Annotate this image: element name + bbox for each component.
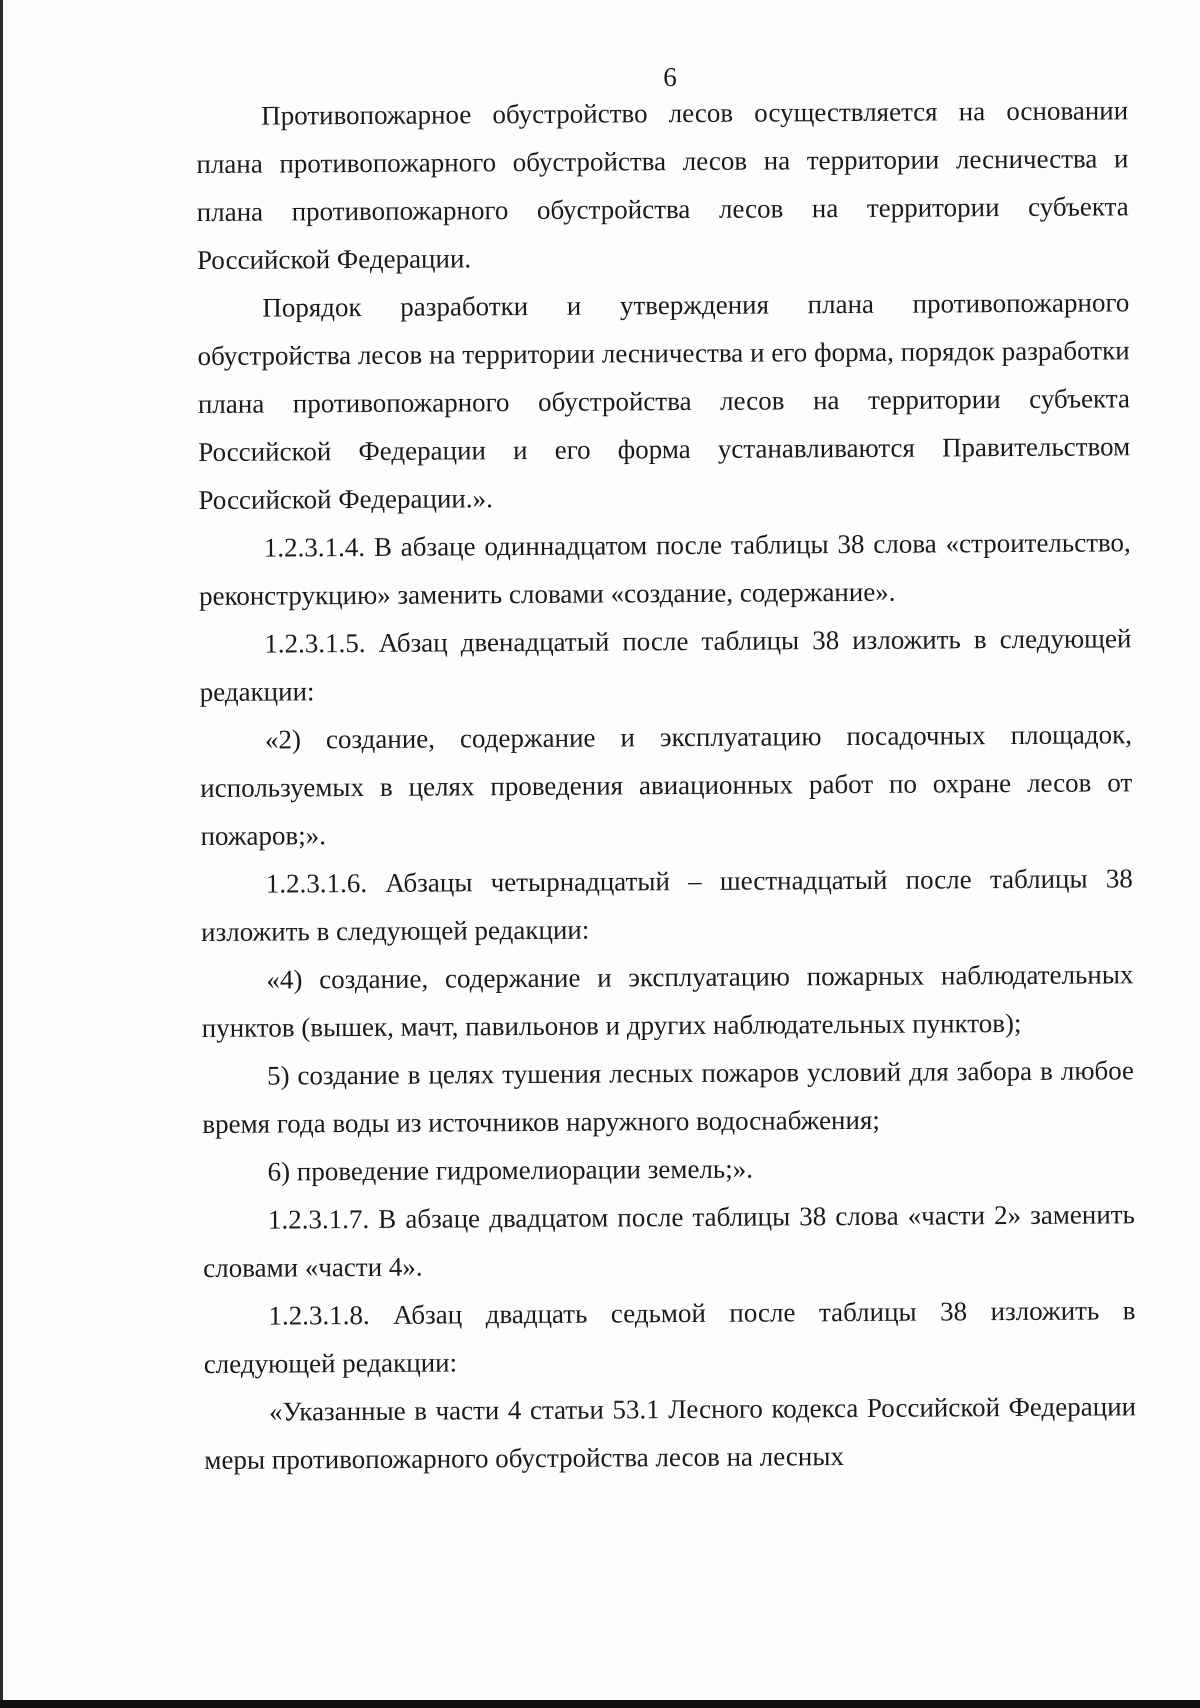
paragraph-item-5-water-supply: 5) создание в целях тушения лесных пожаров условий для забора в любое время года воды из источников наружного водоснабжения; — [202, 1055, 1135, 1139]
paragraph-quoted-measures: «Указанные в части 4 статьи 53.1 Лесного кодекса Российской Федерации меры противопожарного обустройства лесов на лесных — [204, 1391, 1137, 1475]
document-body — [196, 86, 1136, 1484]
paragraph-1-2-3-1-7: 1.2.3.1.7. В абзаце двадцатом после таблицы 38 слова «части 2» заменить словами «части 4». — [203, 1199, 1135, 1283]
paragraph-item-2-landing-sites: «2) создание, содержание и эксплуатацию посадочных площадок, используемых в целях проведения авиационных работ по охране лесов от пожаров;». — [200, 719, 1133, 851]
scan-edge-left — [0, 0, 3, 1708]
paragraph-fire-arrangement-basis: Противопожарное обустройство лесов осуществляется на основании плана противопожарного обустройства лесов на территории лесничества и плана противопожарного обустройства лесов на территории субъекта Российской Федерации. — [196, 95, 1129, 275]
paragraph-1-2-3-1-6: 1.2.3.1.6. Абзацы четырнадцатый – шестнадцатый после таблицы 38 изложить в следующей редакции: — [201, 863, 1133, 947]
paragraph-item-4-observation-points: «4) создание, содержание и эксплуатацию пожарных наблюдательных пунктов (вышек, мачт, павильонов и других наблюдательных пунктов); — [201, 959, 1134, 1043]
paragraph-1-2-3-1-5: 1.2.3.1.5. Абзац двенадцатый после таблицы 38 изложить в следующей редакции: — [199, 623, 1132, 707]
paragraph-1-2-3-1-8: 1.2.3.1.8. Абзац двадцать седьмой после таблицы 38 изложить в следующей редакции: — [203, 1295, 1136, 1379]
paragraph-plan-procedure: Порядок разработки и утверждения плана противопожарного обустройства лесов на территории лесничества и его форма, порядок разработки плана противопожарного обустройства лесов на территории субъекта Российской Федерации и его форма устанавливаются Правительством Российской Федерации.». — [197, 287, 1131, 515]
paragraph-1-2-3-1-4: 1.2.3.1.4. В абзаце одиннадцатом после таблицы 38 слова «строительство, реконструкцию» заменить словами «создание, содержание». — [198, 527, 1131, 611]
page-number: 6 — [663, 62, 677, 92]
scan-edge-bottom — [0, 1700, 1200, 1708]
paragraph-item-6-hydromelioration: 6) проведение гидромелиорации земель;». — [267, 1153, 754, 1187]
